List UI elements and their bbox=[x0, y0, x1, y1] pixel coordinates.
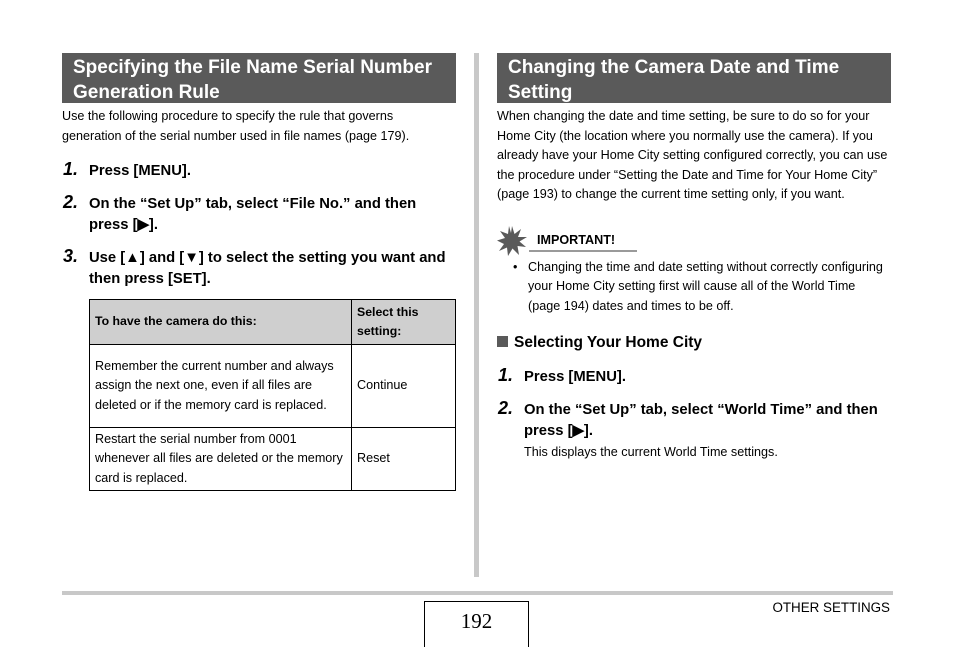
table-header-cell: Select this setting: bbox=[352, 300, 456, 345]
step-number: 2. bbox=[498, 398, 514, 418]
intro-text: When changing the date and time setting, be sure to do so for your Home City (the location where you normally use the camera). If you already have your Home City setting configured correctly, you can use the procedure under “Setting the Date and Time for Your Home City” (page 193) to change the current time setting only, if you want. bbox=[497, 109, 888, 201]
section-label: OTHER SETTINGS bbox=[772, 600, 890, 615]
right-column bbox=[497, 53, 891, 462]
step-number: 2. bbox=[63, 192, 79, 212]
step-note: This displays the current World Time settings. bbox=[524, 445, 778, 459]
table-row bbox=[90, 428, 456, 491]
step-text: On the “Set Up” tab, select “World Time” and then press [▶]. bbox=[524, 402, 878, 439]
settings-table bbox=[89, 299, 456, 491]
section-title-file-serial: Specifying the File Name Serial Number Generation Rule bbox=[62, 53, 456, 103]
intro-text: Use the following procedure to specify the rule that governs generation of the serial number used in file names (page 179). bbox=[62, 109, 410, 143]
step-number: 3. bbox=[63, 246, 79, 266]
important-label: IMPORTANT! bbox=[537, 232, 616, 247]
table-cell: Remember the current number and always assign the next one, even if all files are deleted or if the memory card is replaced. bbox=[90, 345, 352, 428]
page-number: 192 bbox=[424, 601, 529, 647]
step-text: Use [▲] and [▼] to select the setting you want and then press [SET]. bbox=[89, 250, 446, 287]
step-1 bbox=[497, 367, 891, 388]
table-cell: Reset bbox=[352, 428, 456, 491]
step-2 bbox=[62, 194, 456, 236]
step-3 bbox=[62, 248, 456, 290]
step-text: Press [MENU]. bbox=[524, 369, 626, 385]
bullet-item bbox=[497, 258, 891, 317]
step-2 bbox=[497, 400, 891, 442]
section-title-date-time: Changing the Camera Date and Time Setting bbox=[497, 53, 891, 103]
column-divider bbox=[474, 53, 479, 577]
footer-rule bbox=[62, 591, 893, 595]
square-icon bbox=[497, 336, 508, 347]
bullet-text: Changing the time and date setting without correctly configuring your Home City setting first will cause all of the World Time (page 194) dates and times to be off. bbox=[528, 259, 883, 313]
table-cell: Restart the serial number from 0001 whenever all files are deleted or the memory card is replaced. bbox=[90, 428, 352, 491]
step-number: 1. bbox=[63, 159, 79, 179]
subheading-text: Selecting Your Home City bbox=[514, 334, 703, 351]
important-callout bbox=[497, 231, 891, 253]
step-number: 1. bbox=[498, 365, 514, 385]
important-underline bbox=[529, 250, 637, 252]
step-1 bbox=[62, 161, 456, 182]
table-header-cell: To have the camera do this: bbox=[90, 300, 352, 345]
subheading bbox=[497, 333, 891, 353]
table-header-row bbox=[90, 300, 456, 345]
left-column bbox=[62, 53, 456, 491]
starburst-icon bbox=[497, 226, 527, 256]
table-cell: Continue bbox=[352, 345, 456, 428]
table-row bbox=[90, 345, 456, 428]
step-text: On the “Set Up” tab, select “File No.” and then press [▶]. bbox=[89, 196, 417, 233]
bullet-dot: • bbox=[513, 259, 518, 274]
step-text: Press [MENU]. bbox=[89, 163, 191, 179]
